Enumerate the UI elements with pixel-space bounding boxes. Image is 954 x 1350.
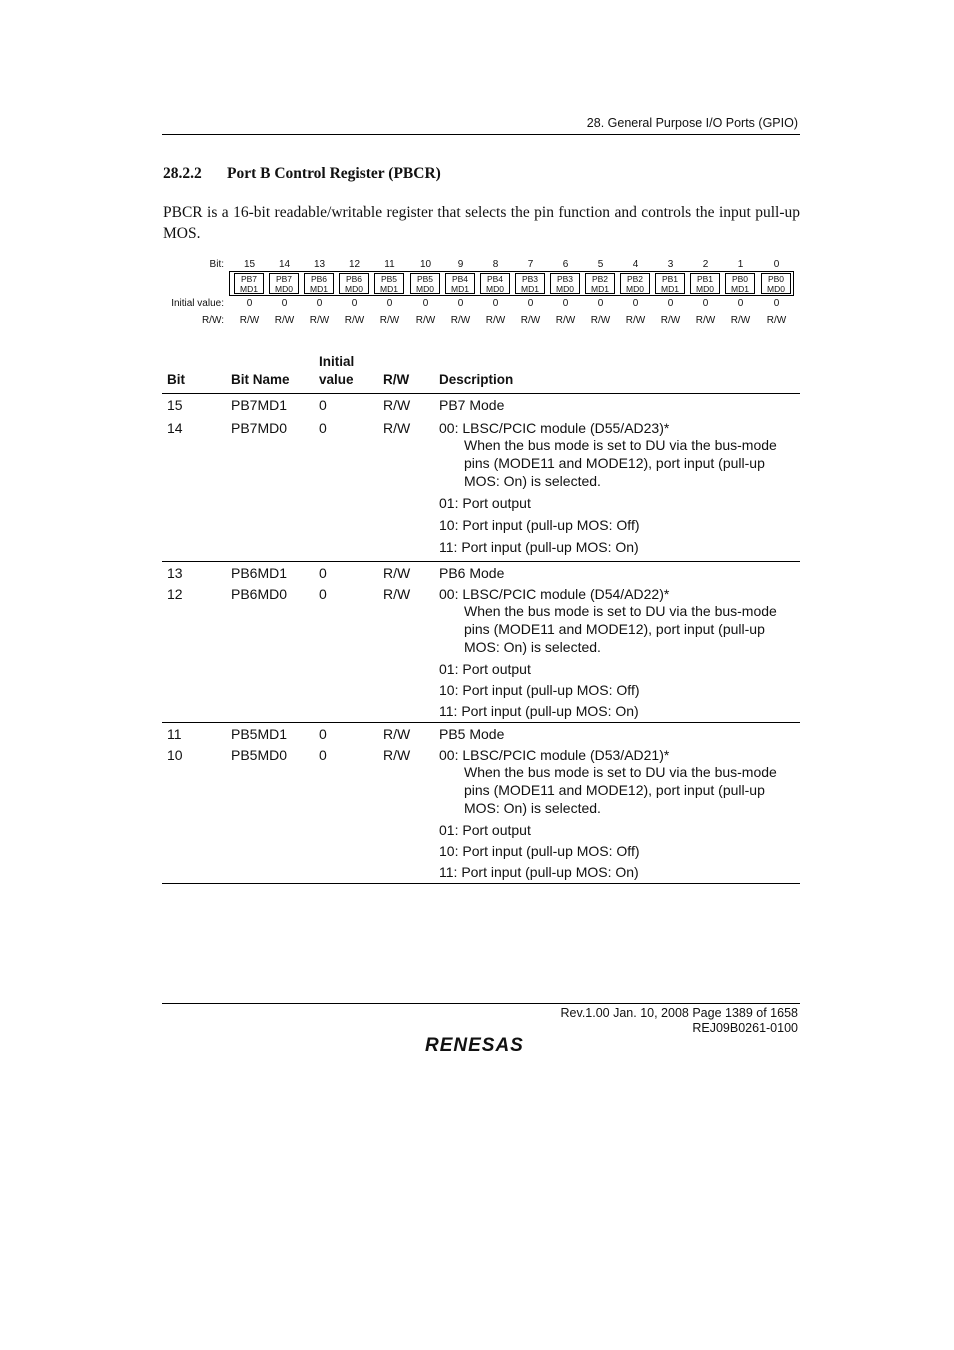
table-description-note: pins (MODE11 and MODE12), port input (pull-up (464, 621, 765, 637)
table-cell-description: 00: LBSC/PCIC module (D55/AD23)* (439, 420, 670, 436)
register-initial-value: 0 (737, 298, 744, 309)
register-rw: R/W (590, 315, 611, 326)
col-header-rw: R/W (383, 372, 410, 387)
register-rw: R/W (730, 315, 751, 326)
register-bit-number: 5 (597, 259, 604, 270)
bit-row-label: Bit: (209, 259, 224, 270)
field-name-line1: PB2 (591, 274, 609, 284)
field-name-line1: PB0 (767, 274, 785, 284)
register-rw: R/W (379, 315, 400, 326)
table-cell-bit-name: PB5MD0 (231, 747, 288, 763)
field-name-line1: PB5 (380, 274, 398, 284)
register-rw: R/W (660, 315, 681, 326)
col-header-bit-name: Bit Name (231, 372, 290, 387)
table-cell-initial-value: 0 (319, 586, 327, 602)
table-cell-initial-value: 0 (319, 565, 327, 581)
table-description-option: 11: Port input (pull-up MOS: On) (439, 864, 639, 880)
table-group-rule (162, 722, 800, 723)
register-bit-field (480, 273, 510, 294)
register-rw: R/W (520, 315, 541, 326)
register-bit-field (655, 273, 685, 294)
register-bit-number: 11 (384, 259, 395, 270)
field-name-line2: MD1 (661, 284, 679, 294)
register-initial-value: 0 (351, 298, 358, 309)
register-rw: R/W (695, 315, 716, 326)
footer-rule (162, 1003, 800, 1004)
table-description-note: MOS: On) is selected. (464, 639, 601, 655)
table-cell-rw: R/W (383, 726, 411, 742)
register-bit-field (585, 273, 615, 294)
field-name-line1: PB7 (275, 274, 293, 284)
register-bit-field (725, 273, 755, 294)
register-rw: R/W (555, 315, 576, 326)
table-description-option: 11: Port input (pull-up MOS: On) (439, 703, 639, 719)
field-name-line1: PB5 (416, 274, 434, 284)
table-description-note: When the bus mode is set to DU via the bus-mode (464, 437, 777, 453)
register-bit-number: 2 (702, 259, 709, 270)
field-name-line2: MD0 (345, 284, 363, 294)
table-cell-initial-value: 0 (319, 397, 327, 413)
table-description-note: pins (MODE11 and MODE12), port input (pull-up (464, 455, 765, 471)
field-name-line2: MD1 (451, 284, 469, 294)
table-cell-bit: 15 (167, 397, 183, 413)
header-rule (162, 134, 800, 135)
field-name-line2: MD1 (240, 284, 258, 294)
col-header-value: value (319, 372, 354, 387)
register-initial-value: 0 (281, 298, 288, 309)
field-name-line2: MD0 (556, 284, 574, 294)
field-name-line1: PB6 (310, 274, 328, 284)
table-cell-bit: 12 (167, 586, 183, 602)
register-initial-value: 0 (386, 298, 393, 309)
table-cell-rw: R/W (383, 420, 411, 436)
register-bit-field (445, 273, 475, 294)
field-name-line2: MD0 (275, 284, 293, 294)
table-header-rule (162, 393, 800, 394)
register-bit-field (304, 273, 334, 294)
col-header-initial: Initial (319, 354, 355, 369)
field-name-line2: MD1 (380, 284, 398, 294)
register-bit-number: 3 (667, 259, 674, 270)
field-name-line2: MD0 (486, 284, 504, 294)
register-rw: R/W (309, 315, 330, 326)
register-bit-field (761, 273, 791, 294)
table-description-option: 10: Port input (pull-up MOS: Off) (439, 843, 640, 859)
initial-row-label: Initial value: (171, 298, 224, 309)
table-description-option: 01: Port output (439, 495, 531, 511)
register-initial-value: 0 (422, 298, 429, 309)
register-rw: R/W (415, 315, 436, 326)
table-description-option: 01: Port output (439, 822, 531, 838)
register-bit-number: 7 (527, 259, 534, 270)
svg-text:RENESAS: RENESAS (425, 1035, 524, 1056)
rw-row-label: R/W: (201, 315, 224, 326)
register-bit-number: 8 (492, 259, 499, 270)
register-initial-value: 0 (246, 298, 253, 309)
register-bit-field (339, 273, 369, 294)
field-name-line1: PB7 (240, 274, 258, 284)
table-cell-rw: R/W (383, 565, 411, 581)
table-cell-rw: R/W (383, 586, 411, 602)
register-bit-field (620, 273, 650, 294)
field-name-line2: MD1 (591, 284, 609, 294)
field-name-line1: PB1 (661, 274, 679, 284)
table-description-note: MOS: On) is selected. (464, 800, 601, 816)
register-initial-value: 0 (597, 298, 604, 309)
col-header-description: Description (439, 372, 514, 387)
table-description-note: When the bus mode is set to DU via the bus-mode (464, 603, 777, 619)
table-description-note: When the bus mode is set to DU via the bus-mode (464, 764, 777, 780)
footer-doc-number: REJ09B0261-0100 (692, 1021, 798, 1035)
register-bit-number: 12 (348, 259, 361, 270)
register-bit-number: 15 (243, 259, 256, 270)
register-initial-value: 0 (632, 298, 639, 309)
register-bit-field (374, 273, 404, 294)
register-bit-field (269, 273, 299, 294)
register-initial-value: 0 (562, 298, 569, 309)
register-initial-value: 0 (667, 298, 674, 309)
register-bit-number: 0 (773, 259, 780, 270)
register-initial-value: 0 (316, 298, 323, 309)
table-cell-description: PB6 Mode (439, 565, 505, 581)
table-description-note: MOS: On) is selected. (464, 473, 601, 489)
register-bit-field (515, 273, 545, 294)
footer-revision: Rev.1.00 Jan. 10, 2008 Page 1389 of 1658 (560, 1006, 798, 1020)
register-bit-number: 6 (562, 259, 569, 270)
register-rw: R/W (450, 315, 471, 326)
table-cell-bit-name: PB5MD1 (231, 726, 288, 742)
table-cell-bit: 11 (167, 726, 182, 742)
table-description-option: 01: Port output (439, 661, 531, 677)
register-initial-value: 0 (702, 298, 709, 309)
register-initial-value: 0 (773, 298, 780, 309)
table-description-option: 11: Port input (pull-up MOS: On) (439, 539, 639, 555)
table-description-note: pins (MODE11 and MODE12), port input (pull-up (464, 782, 765, 798)
register-bit-number: 13 (313, 259, 326, 270)
register-rw: R/W (239, 315, 260, 326)
field-name-line1: PB3 (521, 274, 539, 284)
field-name-line1: PB6 (345, 274, 363, 284)
register-bit-number: 10 (419, 259, 432, 270)
field-name-line2: MD0 (767, 284, 785, 294)
register-bit-field (550, 273, 580, 294)
register-bit-field (690, 273, 720, 294)
field-name-line2: MD1 (310, 284, 328, 294)
section-number: 28.2.2 (163, 165, 202, 182)
field-name-line1: PB3 (556, 274, 574, 284)
table-cell-initial-value: 0 (319, 747, 327, 763)
table-cell-bit-name: PB7MD0 (231, 420, 288, 436)
register-bit-number: 9 (457, 259, 464, 270)
renesas-logo (423, 1034, 543, 1061)
register-initial-value: 0 (457, 298, 464, 309)
table-cell-rw: R/W (383, 397, 411, 413)
field-name-line1: PB0 (731, 274, 749, 284)
register-bit-field (234, 273, 264, 294)
field-name-line2: MD0 (626, 284, 644, 294)
table-description-option: 10: Port input (pull-up MOS: Off) (439, 682, 640, 698)
register-bit-number: 14 (278, 259, 291, 270)
field-name-line2: MD0 (696, 284, 714, 294)
table-cell-bit-name: PB7MD1 (231, 397, 288, 413)
col-header-bit: Bit (167, 372, 185, 387)
running-header: 28. General Purpose I/O Ports (GPIO) (586, 116, 798, 130)
table-cell-initial-value: 0 (319, 420, 327, 436)
intro-paragraph: PBCR is a 16-bit readable/writable register that selects the pin function and controls the input pull-up MOS. (163, 204, 800, 242)
section-title (163, 165, 441, 183)
register-rw: R/W (485, 315, 506, 326)
register-bit-number: 4 (632, 259, 639, 270)
field-name-line2: MD1 (521, 284, 539, 294)
table-group-rule (162, 883, 800, 884)
register-bit-number: 1 (737, 259, 744, 270)
table-cell-initial-value: 0 (319, 726, 327, 742)
table-description-option: 10: Port input (pull-up MOS: Off) (439, 517, 640, 533)
field-name-line1: PB2 (626, 274, 644, 284)
table-cell-description: PB5 Mode (439, 726, 505, 742)
table-cell-bit-name: PB6MD1 (231, 565, 288, 581)
table-cell-rw: R/W (383, 747, 411, 763)
register-rw: R/W (344, 315, 365, 326)
table-cell-bit-name: PB6MD0 (231, 586, 288, 602)
table-group-rule (162, 561, 800, 562)
field-name-line2: MD0 (416, 284, 434, 294)
table-cell-bit: 14 (167, 420, 183, 436)
register-initial-value: 0 (492, 298, 499, 309)
table-cell-bit: 13 (167, 565, 183, 581)
table-cell-bit: 10 (167, 747, 183, 763)
register-rw: R/W (766, 315, 787, 326)
register-rw: R/W (625, 315, 646, 326)
table-cell-description: 00: LBSC/PCIC module (D54/AD22)* (439, 586, 670, 602)
field-name-line1: PB4 (486, 274, 504, 284)
register-rw: R/W (274, 315, 295, 326)
field-name-line1: PB1 (696, 274, 714, 284)
field-name-line2: MD1 (731, 284, 749, 294)
field-name-line1: PB4 (451, 274, 469, 284)
register-initial-value: 0 (527, 298, 534, 309)
table-cell-description: 00: LBSC/PCIC module (D53/AD21)* (439, 747, 670, 763)
section-heading: Port B Control Register (PBCR) (227, 165, 441, 182)
table-cell-description: PB7 Mode (439, 397, 505, 413)
register-bit-field (410, 273, 440, 294)
